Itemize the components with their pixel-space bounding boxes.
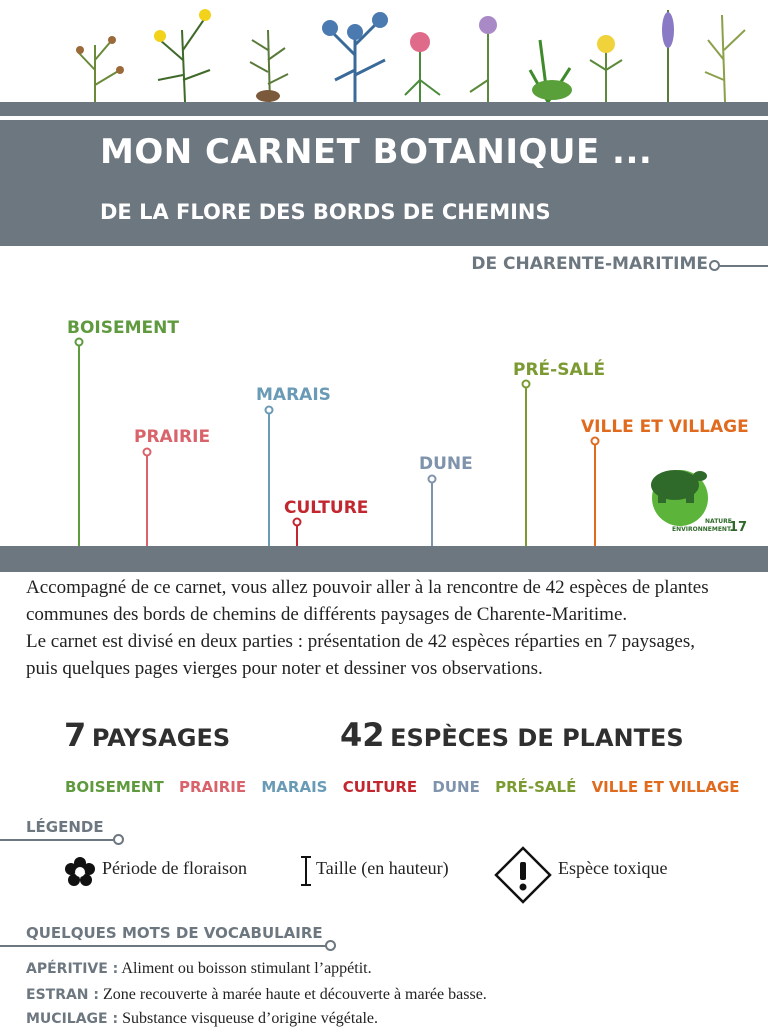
vocabulary-term: MUCILAGE : — [26, 1011, 119, 1027]
stat-species-label: ESPÈCES DE PLANTES — [390, 724, 684, 752]
page-subtitle: DE LA FLORE DES BORDS DE CHEMINS — [100, 200, 551, 224]
category-boisement: BOISEMENT — [65, 778, 164, 796]
height-icon — [299, 855, 313, 887]
vocabulary-definition: Aliment ou boisson stimulant l’appétit. — [121, 960, 372, 977]
category-prairie: PRAIRIE — [179, 778, 247, 796]
stat-landscapes-label: PAYSAGES — [91, 724, 231, 752]
vocabulary-definition: Zone recouverte à marée haute et découverte à marée basse. — [103, 986, 487, 1003]
stat-landscapes — [64, 716, 230, 754]
middle-divider-band — [0, 546, 768, 572]
vocabulary-item — [26, 960, 372, 978]
pin-label-dune: DUNE — [419, 454, 473, 474]
category-ville-et-village: VILLE ET VILLAGE — [591, 778, 740, 796]
intro-paragraph-2: Le carnet est divisé en deux parties : présentation de 42 espèces réparties en 7 paysages, puis quelques pages vierges pour noter et dessiner vos observations. — [26, 631, 695, 679]
plant-5-illustration — [405, 32, 440, 102]
flower-icon — [64, 856, 96, 888]
logo-number: 17 — [729, 520, 748, 535]
legend-title: LÉGENDE — [26, 818, 104, 836]
plant-illustrations — [0, 0, 768, 104]
plant-1-illustration — [76, 36, 124, 102]
legend-height: Taille (en hauteur) — [316, 858, 449, 878]
pin-label-boisement: BOISEMENT — [67, 318, 179, 338]
page-title: MON CARNET BOTANIQUE ... — [100, 132, 653, 172]
logo-line2: ENVIRONNEMENT — [672, 526, 732, 533]
pin-dune — [419, 454, 473, 546]
plant-7-illustration — [530, 40, 572, 102]
vocabulary-definition: Substance visqueuse d’origine végétale. — [122, 1010, 378, 1027]
vocabulary-item — [26, 1010, 378, 1028]
region-rule — [720, 265, 768, 267]
landscape-category-list — [65, 778, 750, 796]
vocabulary-term: APÉRITIVE : — [26, 961, 119, 977]
vocabulary-item — [26, 986, 487, 1004]
legend-toxic: Espèce toxique — [558, 858, 668, 878]
nature-environnement-17-logo — [651, 470, 747, 535]
intro-text — [26, 574, 726, 682]
toxic-warning-icon — [494, 846, 552, 904]
pin-culture — [284, 498, 368, 546]
plant-9-illustration — [662, 10, 674, 102]
vocabulary-term: ESTRAN : — [26, 987, 100, 1003]
landscape-pins — [0, 280, 768, 550]
pin-pre-sale — [513, 358, 605, 546]
category-culture: CULTURE — [342, 778, 418, 796]
plant-6-illustration — [470, 16, 497, 102]
plant-4-illustration — [322, 12, 388, 102]
pin-prairie — [134, 427, 210, 546]
plant-3-illustration — [250, 30, 288, 102]
intro-paragraph-1: Accompagné de ce carnet, vous allez pouvoir aller à la rencontre de 42 espèces de plantes communes des bords de chemins de différents paysages de Charente-Maritime. — [26, 577, 709, 625]
vocabulary-rule — [0, 945, 326, 947]
plant-2-illustration — [154, 9, 211, 102]
plant-8-illustration — [590, 35, 622, 102]
pin-label-ville-et-village: VILLE ET VILLAGE — [581, 417, 749, 437]
legend-rule — [0, 839, 114, 841]
pin-label-culture: CULTURE — [284, 498, 369, 518]
legend-flowering: Période de floraison — [102, 858, 247, 878]
category-dune: DUNE — [432, 778, 480, 796]
vocabulary-title: QUELQUES MOTS DE VOCABULAIRE — [26, 924, 323, 942]
pin-label-prairie: PRAIRIE — [134, 427, 211, 447]
plant-10-illustration — [705, 15, 745, 102]
pin-label-pre-sale: PRÉ-SALÉ — [513, 360, 606, 380]
region-rule-dot — [709, 260, 720, 271]
vocabulary-rule-dot — [325, 940, 336, 951]
legend-rule-dot — [113, 834, 124, 845]
pin-label-marais: MARAIS — [256, 385, 331, 405]
stat-species-number: 42 — [340, 716, 385, 754]
category-pre-sale: PRÉ-SALÉ — [495, 778, 577, 796]
category-marais: MARAIS — [261, 778, 328, 796]
logo-line1: NATURE — [705, 518, 732, 525]
region-label: DE CHARENTE-MARITIME — [471, 254, 708, 274]
stat-landscapes-number: 7 — [64, 716, 87, 754]
stat-species — [340, 716, 684, 754]
top-divider-band — [0, 102, 768, 116]
